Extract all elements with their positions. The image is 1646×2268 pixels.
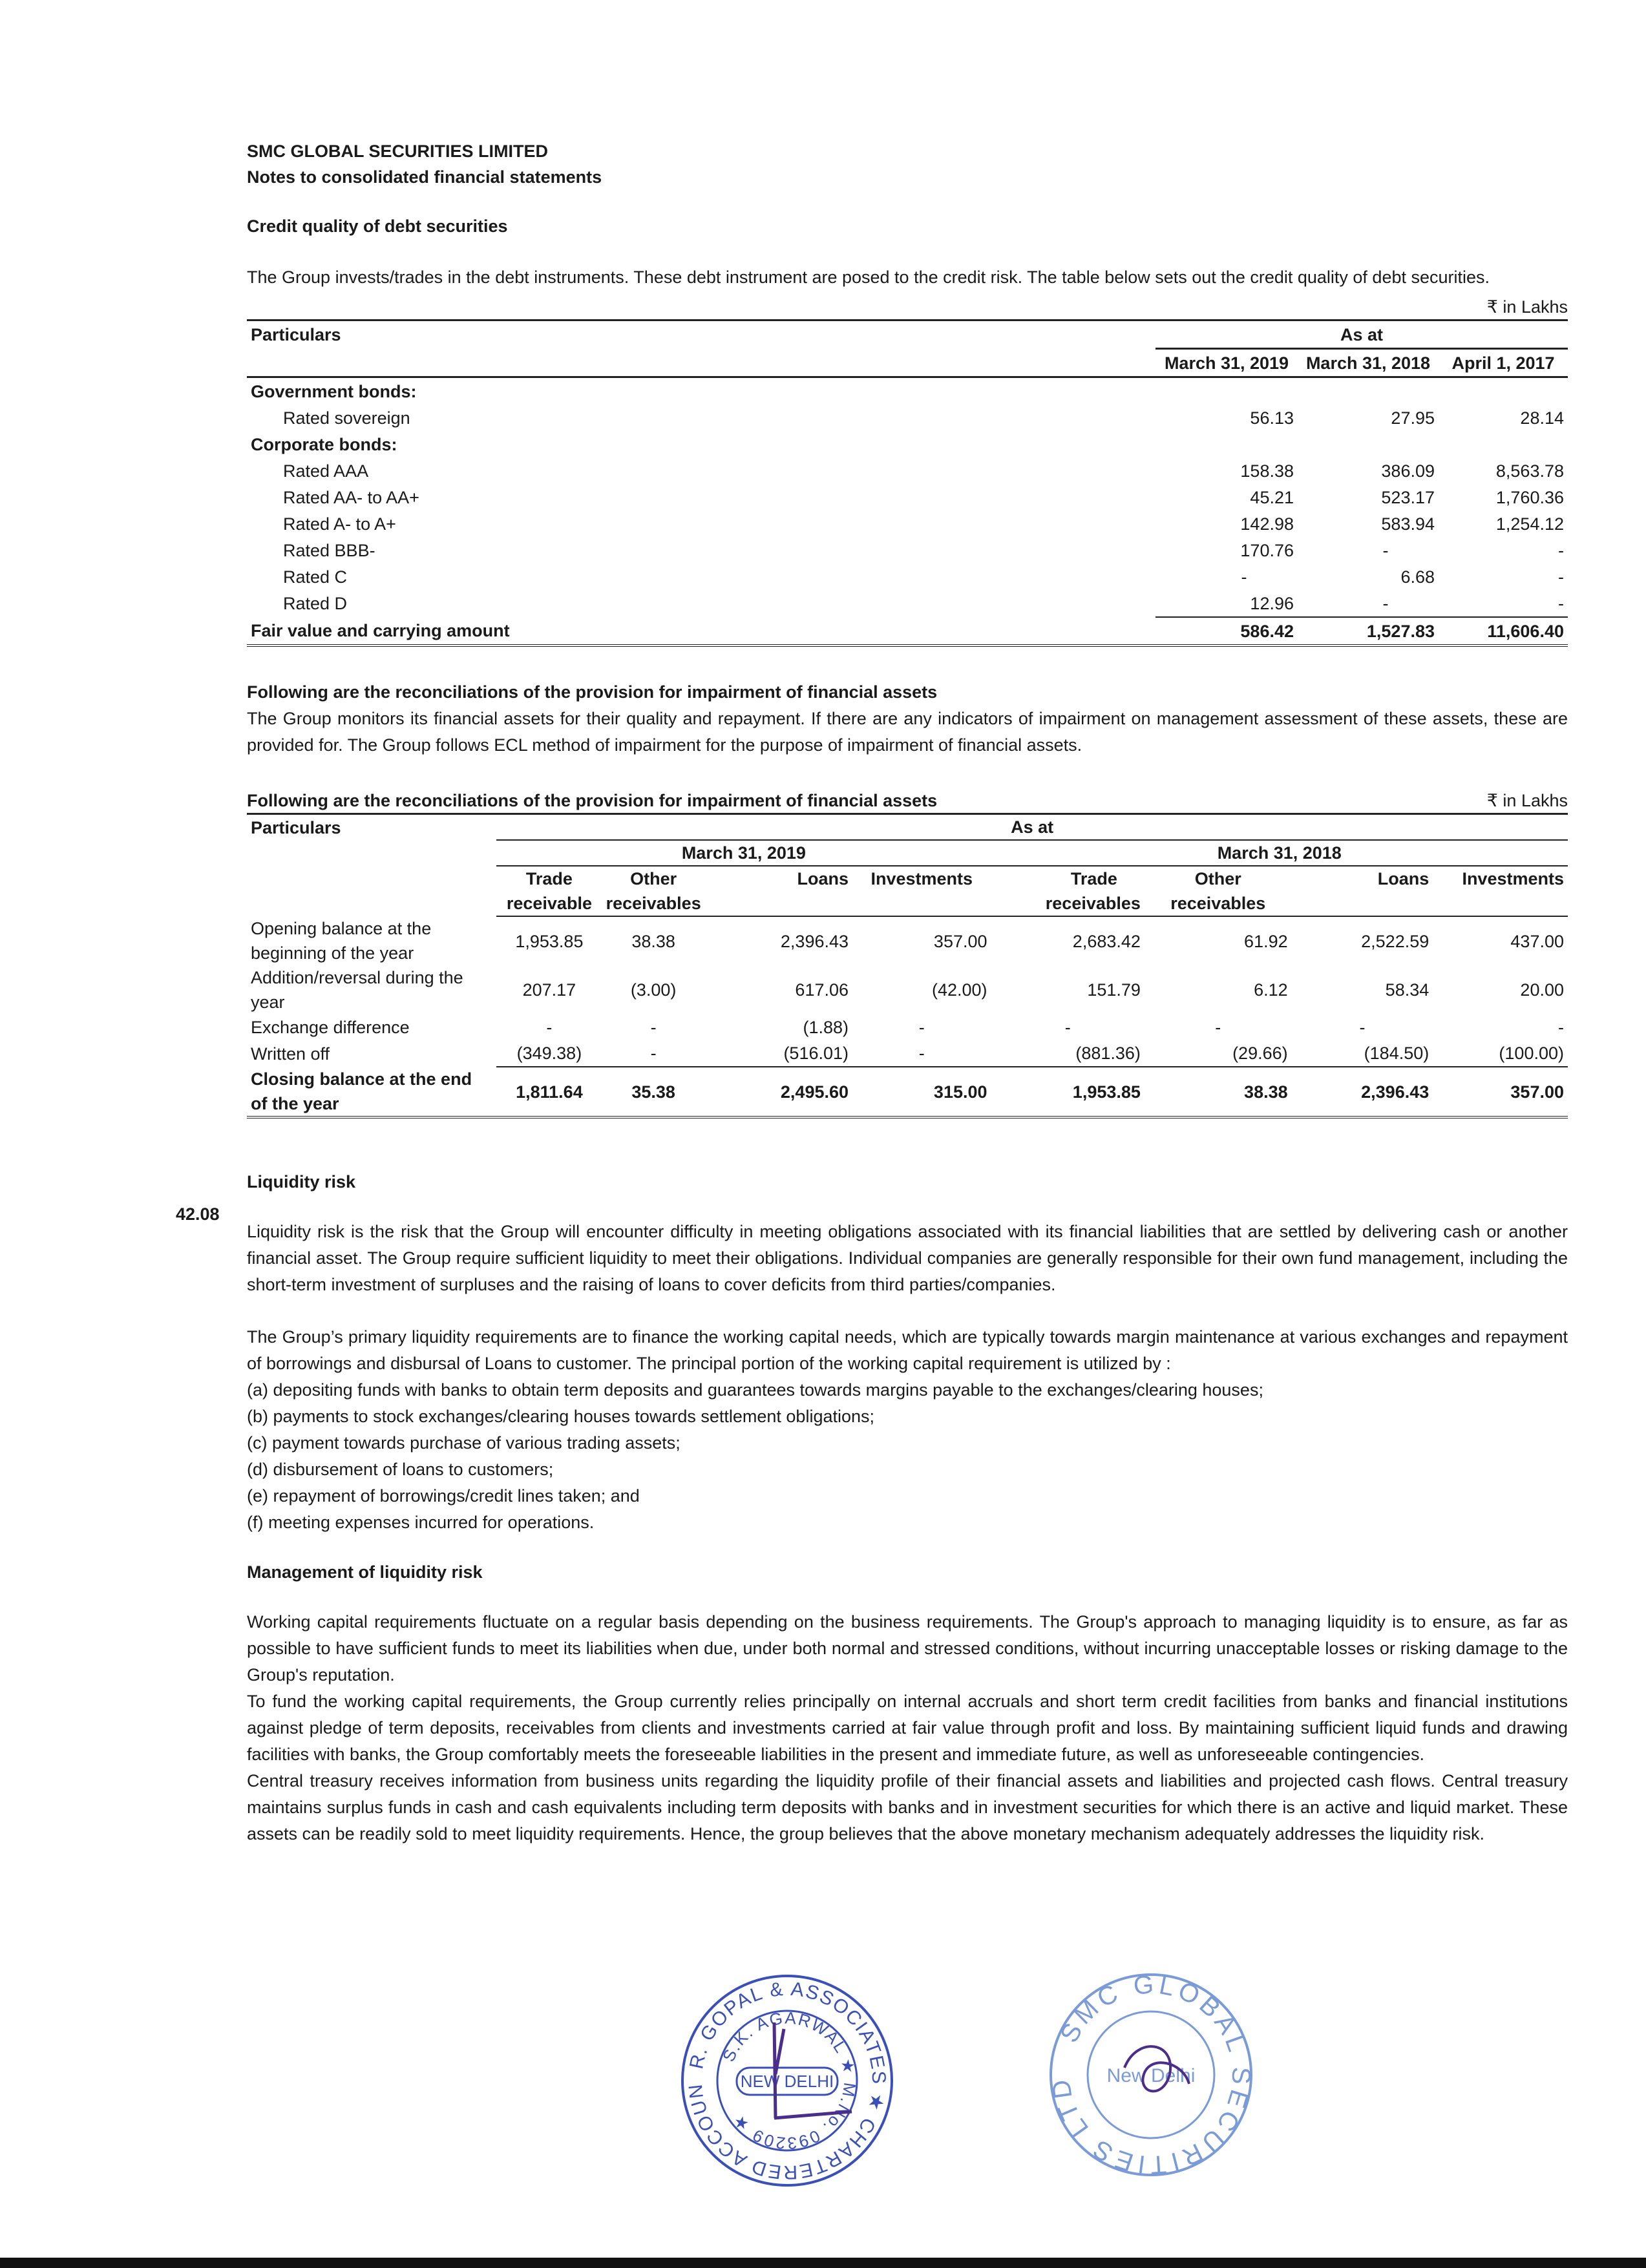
section-number: 42.08 (176, 1204, 220, 1224)
cell-value: (349.38) (496, 1040, 602, 1067)
cell-value: 35.38 (602, 1067, 705, 1117)
credit-quality-heading: Credit quality of debt securities (247, 216, 508, 236)
cell-value: 151.79 (1087, 980, 1141, 1000)
cell-value: 386.09 (1381, 461, 1435, 481)
management-paragraph: Working capital requirements fluctuate on a regular basis depending on the business requirements. The Group's approach to managing liquidity is to ensure, as far as possible to have sufficient funds to meet its liabilities when due, under both normal and stressed conditions, without incurring unacceptable losses or risking damage to the Group's reputation. (247, 1612, 1568, 1685)
liquidity-heading: Liquidity risk (247, 1172, 356, 1192)
total-value: 11,606.40 (1439, 617, 1568, 646)
management-paragraph: Central treasury receives information from business units regarding the liquidity profile of their financial assets and liabilities and projected cash flows. Central treasury maintains surplus funds in cash and cash equivalents including term deposits with banks and in investment securities for which there is an active and liquid market. These assets can be readily sold to meet liquidity requirements. Hence, the group believes that the above monetary mechanism adequately addresses the liquidity risk. (247, 1771, 1568, 1843)
impairment-intro: The Group monitors its financial assets for their quality and repayment. If there are any indicators of impairment on management assessment of these assets, these are provided for. The Group follows ECL method of impairment for the purpose of impairment of financial assets. (247, 709, 1568, 755)
period-header: March 31, 2018 (991, 840, 1568, 866)
list-item: (a) depositing funds with banks to obtain term deposits and guarantees towards margins payable to the exchanges/clearing houses; (247, 1380, 1263, 1400)
management-heading: Management of liquidity risk (247, 1562, 483, 1582)
liquidity-paragraph: The Group’s primary liquidity requirements are to finance the working capital needs, which are typically towards margin maintenance at various exchanges and repayment of borrowings and disbursal of Loans to customer. The principal portion of the working capital requirement is utilized by : (247, 1327, 1568, 1373)
table-row (247, 1014, 1568, 1040)
total-value: 586.42 (1155, 617, 1298, 646)
cell-value: 1,760.36 (1495, 487, 1564, 507)
table-row (247, 404, 1568, 431)
cell-value: 1,953.85 (515, 931, 584, 951)
auditor-seal-graphic (677, 1971, 897, 2190)
cell-value: 142.98 (1240, 514, 1294, 534)
cell-value: (516.01) (705, 1040, 852, 1067)
row-label: Closing balance at the end of the year (247, 1067, 496, 1117)
cell-value: 61.92 (1244, 931, 1288, 951)
cell-value: (184.50) (1292, 1040, 1433, 1067)
column-header: April 1, 2017 (1439, 349, 1568, 377)
cell-value: 45.21 (1250, 487, 1294, 507)
impairment-table (247, 815, 1568, 1118)
cell-value: (42.00) (931, 980, 987, 1000)
row-label: Addition/reversal during the year (251, 968, 463, 1012)
list-item: (c) payment towards purchase of various trading assets; (247, 1433, 681, 1453)
cell-value: (3.00) (630, 980, 677, 1000)
management-paragraph: To fund the working capital requirements, the Group currently relies principally on internal accruals and short term credit facilities from banks and financial institutions against pledge of term deposits, receivables from clients and investments carried at fair value through profit and loss. By maintaining sufficient liquid funds and drawing facilities with banks, the Group comfortably meets the foreseeable liabilities in the present and immediate future, as well as unforeseeable contingencies. (247, 1692, 1568, 1764)
cell-value: 2,495.60 (705, 1067, 852, 1117)
row-label: Rated AAA (283, 461, 369, 481)
total-label: Fair value and carrying amount (247, 617, 1155, 646)
period-header: March 31, 2019 (496, 840, 991, 866)
particulars-header: Particulars (247, 320, 1155, 349)
row-label: Rated sovereign (283, 408, 410, 428)
svg-text:S.K. AGARWAL ★ M.No. 093209 ★: S.K. AGARWAL ★ M.No. 093209 ★ (718, 2008, 860, 2154)
cell-value: 170.76 (1240, 540, 1294, 560)
as-at-header: As at (496, 815, 1568, 840)
svg-text:R. GOPAL & ASSOCIATES ★ CHARTE: R. GOPAL & ASSOCIATES ★ CHARTERED ACCOUN (684, 1978, 890, 2183)
table-row (247, 431, 1568, 457)
cell-value: 207.17 (522, 980, 576, 1000)
cell-value: - (1382, 540, 1389, 560)
as-at-header: As at (1155, 320, 1568, 349)
cell-value: - (650, 1018, 657, 1037)
row-label: Exchange difference (251, 1018, 410, 1037)
cell-value: 357.00 (1433, 1067, 1568, 1117)
cell-value: 28.14 (1520, 408, 1564, 428)
credit-quality-intro: The Group invests/trades in the debt instruments. These debt instrument are posed to the credit risk. The table below sets out the credit quality of debt securities. (247, 268, 1490, 287)
auditor-stamp (677, 1971, 897, 2190)
cell-value: 2,522.59 (1361, 931, 1430, 951)
cell-value: - (918, 1018, 925, 1037)
table-row (247, 510, 1568, 537)
cell-value: 56.13 (1250, 408, 1294, 428)
table-row (247, 590, 1568, 617)
impairment-unit-label: ₹ in Lakhs (1486, 791, 1568, 810)
particulars-header: Particulars (251, 817, 341, 837)
cell-value: 158.38 (1240, 461, 1294, 481)
cell-value: - (1558, 567, 1564, 587)
list-item: (d) disbursement of loans to customers; (247, 1460, 554, 1479)
column-header: Other receivables (1145, 866, 1292, 916)
liquidity-paragraph: Liquidity risk is the risk that the Group will encounter difficulty in meeting obligations associated with its financial liabilities that are settled by delivering cash or another financial asset. The Group require sufficient liquidity to meet their obligations. Individual companies are generally responsible for their own fund management, including the short-term investment of surpluses and the raising of loans to cover deficits from third parties/companies. (247, 1222, 1568, 1294)
cell-value: 2,683.42 (1072, 931, 1141, 951)
table-row (247, 377, 1568, 405)
column-header: March 31, 2018 (1298, 349, 1439, 377)
column-header: March 31, 2019 (1155, 349, 1298, 377)
cell-value: 437.00 (1510, 931, 1564, 951)
cell-value: 8,563.78 (1495, 461, 1564, 481)
list-item: (b) payments to stock exchanges/clearing houses towards settlement obligations; (247, 1407, 875, 1426)
liquidity-requirements-list (247, 1377, 1568, 1536)
table-row (247, 457, 1568, 484)
row-label: Rated A- to A+ (283, 514, 396, 534)
cell-value: 1,811.64 (496, 1067, 602, 1117)
cell-value: - (1215, 1018, 1221, 1037)
cell-value: - (1241, 567, 1247, 587)
total-row (247, 617, 1568, 646)
cell-value: 1,953.85 (991, 1067, 1145, 1117)
row-label: Opening balance at the beginning of the year (251, 919, 432, 963)
cell-value: 2,396.43 (1292, 1067, 1433, 1117)
cell-value: 315.00 (852, 1067, 991, 1117)
column-header: Investments (852, 866, 991, 916)
row-label: Written off (251, 1044, 330, 1064)
document-subtitle: Notes to consolidated financial statements (247, 167, 602, 187)
credit-unit-label: ₹ in Lakhs (1486, 297, 1568, 317)
impairment-table-title-text: Following are the reconciliations of the provision for impairment of financial assets (247, 791, 938, 810)
row-label: Rated D (283, 594, 348, 613)
cell-value: - (1298, 590, 1439, 617)
column-header: Loans (1292, 866, 1433, 916)
cell-value: - (546, 1018, 553, 1037)
cell-value: 12.96 (1155, 590, 1298, 617)
cell-value: - (1558, 540, 1564, 560)
column-header: Investments (1433, 866, 1568, 916)
cell-value: 357.00 (933, 931, 987, 951)
row-label: Rated BBB- (283, 540, 375, 560)
cell-value: 27.95 (1391, 408, 1435, 428)
cell-value: 2,396.43 (780, 931, 849, 951)
row-label: Corporate bonds: (251, 434, 397, 454)
column-header: Trade receivables (991, 866, 1145, 916)
impairment-heading: Following are the reconciliations of the provision for impairment of financial assets (247, 682, 938, 702)
table-row (247, 484, 1568, 510)
cell-value: 1,254.12 (1495, 514, 1564, 534)
document-body (247, 138, 1568, 1847)
cell-value: (881.36) (991, 1040, 1145, 1067)
table-row (247, 537, 1568, 563)
table-row (247, 563, 1568, 590)
cell-value: 38.38 (631, 931, 675, 951)
cell-value: - (1558, 1018, 1564, 1037)
credit-quality-table (247, 319, 1568, 647)
table-row (247, 965, 1568, 1014)
closing-row (247, 1067, 1568, 1117)
cell-value: (1.88) (803, 1018, 849, 1037)
scan-edge (0, 2258, 1646, 2268)
cell-value: 583.94 (1381, 514, 1435, 534)
row-label: Rated AA- to AA+ (283, 487, 419, 507)
total-value: 1,527.83 (1298, 617, 1439, 646)
cell-value: (29.66) (1145, 1040, 1292, 1067)
company-seal-graphic (1047, 1971, 1255, 2179)
cell-value: - (852, 1040, 991, 1067)
column-header: Other receivables (602, 866, 705, 916)
cell-value: 617.06 (795, 980, 849, 1000)
svg-text:SMC GLOBAL SECURITIES LTD. ★: SMC GLOBAL SECURITIES LTD (1047, 1971, 1255, 2179)
company-stamp (1047, 1971, 1255, 2179)
cell-value: 20.00 (1520, 980, 1564, 1000)
table-row (247, 1040, 1568, 1067)
cell-value: - (602, 1040, 705, 1067)
column-header: Trade receivable (496, 866, 602, 916)
row-label: Government bonds: (251, 381, 417, 401)
cell-value: 6.68 (1400, 567, 1435, 587)
row-label: Rated C (283, 567, 348, 587)
cell-value: 58.34 (1385, 980, 1430, 1000)
company-name: SMC GLOBAL SECURITIES LIMITED (247, 142, 549, 161)
list-item: (f) meeting expenses incurred for operations. (247, 1513, 595, 1532)
list-item: (e) repayment of borrowings/credit lines taken; and (247, 1486, 640, 1506)
cell-value: 6.12 (1254, 980, 1288, 1000)
svg-text:New Delhi: New Delhi (1106, 2065, 1196, 2086)
table-row (247, 916, 1568, 965)
cell-value: 523.17 (1381, 487, 1435, 507)
impairment-table-title (247, 788, 1568, 815)
cell-value: 38.38 (1145, 1067, 1292, 1117)
column-header: Loans (705, 866, 852, 916)
svg-text:NEW DELHI: NEW DELHI (740, 2072, 834, 2091)
cell-value: - (1359, 1018, 1366, 1037)
cell-value: - (1064, 1018, 1071, 1037)
cell-value: (100.00) (1433, 1040, 1568, 1067)
cell-value: - (1439, 590, 1568, 617)
